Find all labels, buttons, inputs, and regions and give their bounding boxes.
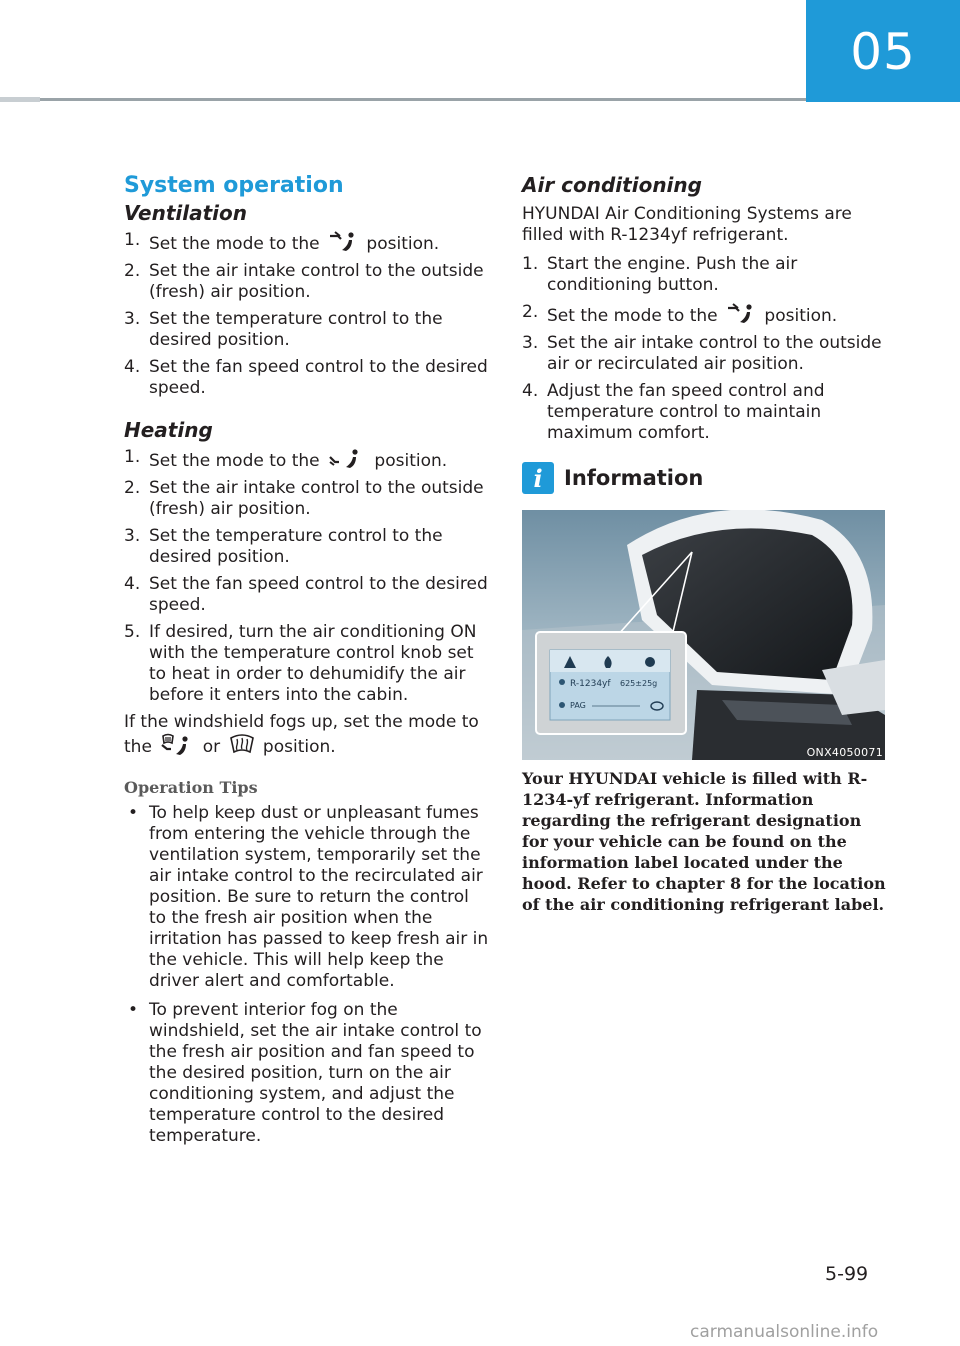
ventilation-title: Ventilation xyxy=(124,201,247,225)
fog-paragraph: If the windshield fogs up, set the mode to the or position. xyxy=(124,712,479,757)
heating-title: Heating xyxy=(124,418,213,442)
list-item: 1. Start the engine. Push the air conditioning button. xyxy=(522,254,798,295)
list-item: 1. Set the mode to the position. xyxy=(124,447,448,471)
list-item: 4. Set the fan speed control to the desired speed. xyxy=(124,357,488,398)
label-refrigerant-text: R-1234yf xyxy=(570,679,611,689)
header-rule xyxy=(0,98,806,101)
label-charge-text: 625±25g xyxy=(620,679,658,688)
defrost-floor-mode-icon xyxy=(160,733,194,755)
list-item: 3. Set the temperature control to the desired position. xyxy=(124,526,443,567)
list-item: 5. If desired, turn the air conditioning ON with the temperature control knob set to heat in order to dehumidify the air before it enters into the cabin. xyxy=(124,622,477,705)
refrigerant-label-photo xyxy=(522,510,885,760)
tips-list xyxy=(124,803,490,1147)
list-item: 3. Set the temperature control to the desired position. xyxy=(124,309,443,350)
list-item: 3. Set the air intake control to the outside air or recirculated air position. xyxy=(522,333,882,374)
ventilation-steps xyxy=(124,230,490,399)
ac-title: Air conditioning xyxy=(522,173,702,197)
list-item: 2. Set the air intake control to the outside (fresh) air position. xyxy=(124,478,484,519)
ac-intro: HYUNDAI Air Conditioning Systems are filled with R-1234yf refrigerant. xyxy=(522,204,852,245)
chapter-tab xyxy=(806,0,960,102)
ac-steps xyxy=(522,254,888,444)
chapter-number: 05 xyxy=(850,23,916,81)
list-item: • To help keep dust or unpleasant fumes from entering the vehicle through the ventilation system, temporarily set the air intake control to the recirculated air position. Be sure to return the control to the fresh air position when the irritation has passed to keep fresh air in the vehicle. This will help keep the driver alert and comfortable. xyxy=(124,803,490,992)
list-item: 4. Set the fan speed control to the desired speed. xyxy=(124,574,488,615)
defrost-mode-icon xyxy=(229,733,255,755)
vent-mode-icon xyxy=(726,302,756,324)
tips-title: Operation Tips xyxy=(124,778,258,797)
section-title: System operation xyxy=(124,173,344,198)
photo-code: ONX4050071 xyxy=(806,746,883,759)
list-item: 4. Adjust the fan speed control and temperature control to maintain maximum comfort. xyxy=(522,381,825,443)
label-oil-text: PAG xyxy=(570,701,586,710)
list-item: 1. Set the mode to the position. xyxy=(124,230,440,254)
watermark: carmanualsonline.info xyxy=(690,1322,879,1342)
vent-mode-icon xyxy=(328,230,358,252)
heating-steps xyxy=(124,447,490,706)
page-number: 5-99 xyxy=(825,1263,869,1285)
info-icon: i xyxy=(522,462,554,494)
information-text: Your HYUNDAI vehicle is filled with R-1234-yf refrigerant. Information regarding the refrigerant designation for your vehicle can be found on the information label located under the hood. Refer to chapter 8 for the location of the air conditioning refrigerant label. xyxy=(522,769,886,914)
list-item: • To prevent interior fog on the windshield, set the air intake control to the fresh air position and fan speed to the desired position, turn on the air conditioning system, and adjust the temperature control to the desired temperature. xyxy=(124,1000,490,1147)
left-column xyxy=(124,172,490,1155)
information-label: Information xyxy=(564,466,704,490)
list-item: 2. Set the mode to the position. xyxy=(522,302,838,326)
floor-mode-icon xyxy=(328,447,366,469)
right-column xyxy=(522,172,888,915)
information-heading xyxy=(522,462,888,494)
engine-bay-image xyxy=(522,510,885,760)
header-rule-accent xyxy=(0,97,40,102)
list-item: 2. Set the air intake control to the outside (fresh) air position. xyxy=(124,261,484,302)
